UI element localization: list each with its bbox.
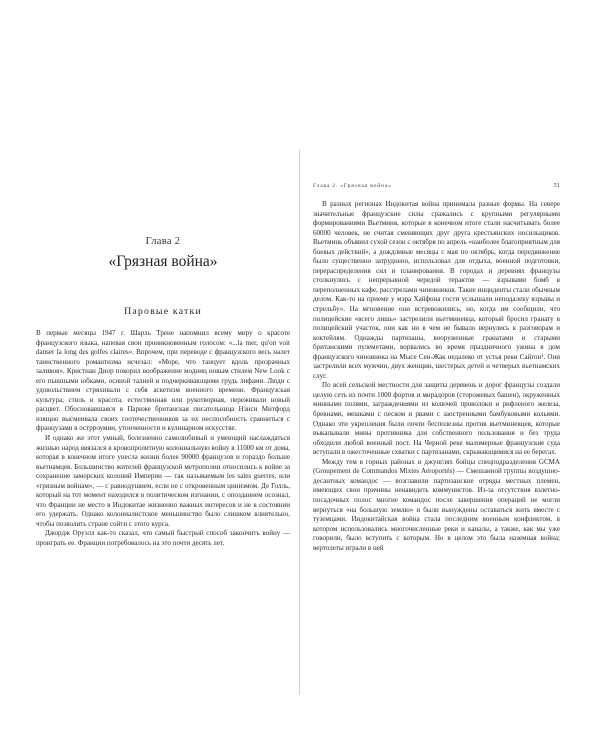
paragraph: Между тем в горных районах и джунглях бойцы спецподразделения GCMA (Groupement de Commandos Mixtes Aéroportés) — Смешанной группы воздушно-десантных командос — возглавили партизанские отряды местных племен, имеющих свои причины ненавидеть коммунистов. Из-за отсутствия взлетно-посадочных полос многие командос после завершения операций не могли вернуться «на большую землю» и были вынуждены оставаться жить вместе с туземцами. Индокитайская война стала последним военным конфликтом, в котором использовались многочисленные реки и каналы, а также, как мы уже говорили, было вступить с которым. Но в целом это была наземная война; вертолеты играли в ней xyxy=(313,457,560,552)
left-page xyxy=(36,236,290,549)
chapter-title: «Грязная война» xyxy=(108,253,218,270)
page-number: 51 xyxy=(553,182,560,189)
paragraph: И однако же этот умный, болезненно самолюбивый и умеющий наслаждаться жизнью народ ввязался в кровопролитную колониальную войну в 11000 км от дома, которая в конечном итоге унесла жизни более 90000 французов и гораздо больше вьетнамцев. Большинство жителей французской метрополии относились к войне за сохранение заморских колоний Империи — так называемым les sales guerres, или «грязным войнам», — с равнодушием, если не с откровенным цинизмом. Де Голль, который на тот момент находился в политическом изгнании, с опозданием осознал, что Франции не место в Индокитае жизненно важных интересов и не в состоянии его удержать. Однако колониалистское меньшинство было слишком влиятельно, чтобы позволить стране сойти с этого курса. xyxy=(36,434,290,528)
paragraph: В разных регионах Индокитая война принимала разные формы. На севере значительные французские силы сражались с крупными регулярными формированиями Вьетминя, которые в конечном итоге стали насчитывать более 60000 человек, не считая сменяющих друг друга крестьянских носильщиков. Вьетминь объявил сухой сезон с октября по апрель «наиболее благоприятным для боевых действий», а дождливые месяцы с мая по октябрь, когда передвижение было существенно затруднено, использовал для отдыха, военной подготовки, перераспределения сил и планирования. В городах и деревнях французы столкнулись с непрерывной чередой терактов — взрывами бомб в переполненных кафе, расстрелами чиновников. Такие инциденты стали обычным делом. Как-то на приеме у мэра Хайфона гости услышали неподалеку взрывы и стрельбу». На мгновение они встревожились, но, когда им сообщили, что полицейские «всего лишь» застрелили вьетминевца, который бросил гранату в полицейский участок, они как ни в чем не бывало вернулись к разговорам и коктейлям. Однажды партизаны, вооруженные гранатами и старыми британскими пулеметами, ворвались во время праздничного ужина в дом французского чиновника на Мысе Сен-Жак недалеко от устья реки Сайгон¹. Они застрелили всех мужчин, двух женщин, шестерых детей и четверых вьетнамских слуг. xyxy=(313,200,560,380)
paragraph: Джордж Оруэлл как-то сказал, что самый быстрый способ закончить войну — проиграть ее. Франции потребовалось на это почти десять лет. xyxy=(36,529,290,548)
paragraph: В первые месяцы 1947 г. Шарль Трене напомнил всему миру о красоте французского языка, напевая свои проникновенным голосом: «...la mer, qu'on voit danser la long des golfes claires». Впрочем, при переводе с французского весь налет таинственного романтизма исчезал: «Море, что танцует вдоль прозрачных заливов». Кристиан Диор покорил воображение модниц новым стилем New Look с его пышными юбками, осиной талией и подчеркивающими грудь лифами. Люди с удовольствием стряхивали с себя аскетизм военного времени. Французская культура, стиль и красота, естественная или рукотворная, переживали новый расцвет. Обосновавшаяся в Париже британская писательница Нэнси Митфорд изящно высмеивала своих соотечественников за их неспособность сравниться с французами в острроумии, утонченности и кулинарном искусстве. xyxy=(36,329,290,433)
section-title: Паровые катки xyxy=(124,306,202,317)
right-page xyxy=(313,182,560,553)
chapter-label: Глава 2 xyxy=(145,236,181,247)
running-head-title: Глава 2. «Грязная война» xyxy=(313,183,392,189)
paragraph: По всей сельской местности для защиты деревень и дорог французы создали целую сеть из почти 1000 фортов и мирадоров (сторожевых башен), окруженных минными полями, заграждениями из колючей проволоки и рифленого железа, бревнами, мешками с песком и рвами с заостренными бамбуковыми кольями. Однако эти укрепления были почти бесполезны против вьетминевцев, которые выкапывали мины противника для собственного пользования и без труда обходили любой военный пост. На Черной реке маломерные французские суда вступали в ожесточенные схватки с партизанами, скрывающимися на ее берегах. xyxy=(313,381,560,457)
running-head xyxy=(313,182,560,189)
page-gutter xyxy=(299,150,300,695)
